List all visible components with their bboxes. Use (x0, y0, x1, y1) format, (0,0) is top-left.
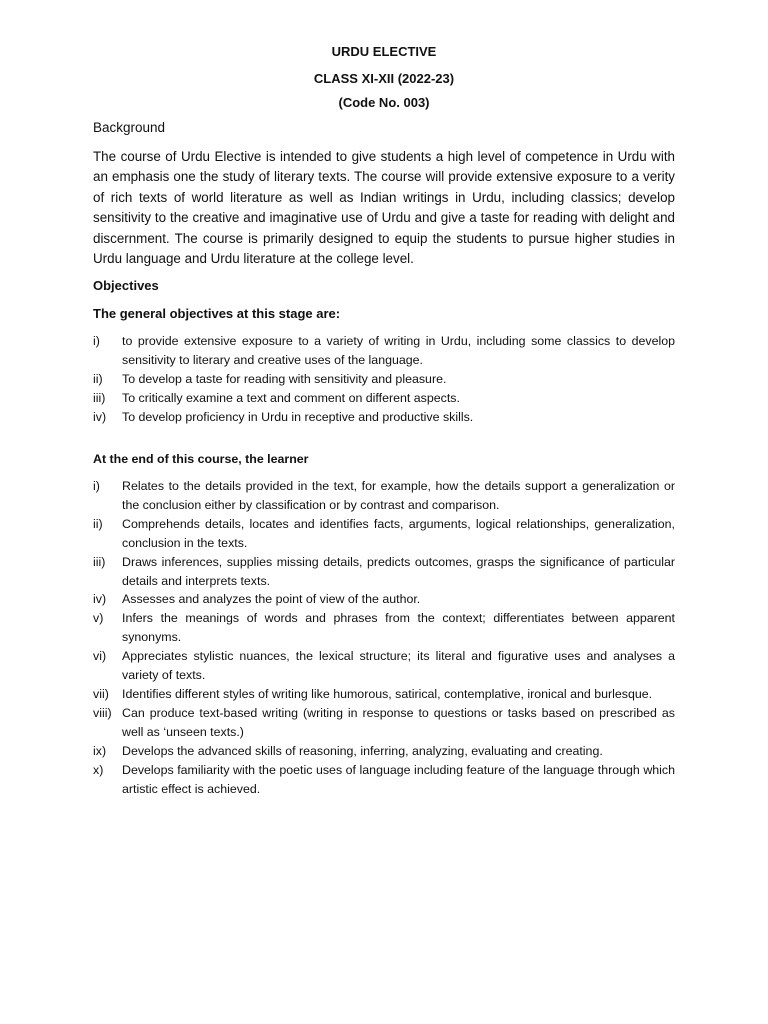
list-item-text: To critically examine a text and comment on different aspects. (122, 390, 460, 405)
list-item (93, 477, 675, 515)
learner-outcomes-heading: At the end of this course, the learner (93, 452, 309, 466)
list-item (93, 408, 675, 427)
list-item-number: viii) (93, 705, 112, 720)
list-item-text: Draws inferences, supplies missing details, predicts outcomes, grasps the significance of particular details and interprets texts. (122, 554, 675, 588)
list-item (93, 332, 675, 370)
outcomes-list (93, 477, 675, 798)
objectives-list (93, 332, 675, 427)
code-title: (Code No. 003) (338, 95, 430, 110)
list-item-text: Can produce text-based writing (writing in response to questions or tasks based on prescribed as well as ‘unseen texts.) (122, 705, 675, 739)
general-objectives-heading: The general objectives at this stage are: (93, 306, 341, 321)
list-item (93, 515, 675, 553)
list-item (93, 704, 675, 742)
list-item (93, 647, 675, 685)
list-item (93, 609, 675, 647)
list-item-text: Develops the advanced skills of reasoning, inferring, analyzing, evaluating and creating. (122, 743, 603, 758)
objectives-heading: Objectives (93, 278, 159, 293)
list-item-text: Relates to the details provided in the text, for example, how the details support a generalization or the conclusion either by classification or by contrast and comparison. (122, 479, 675, 512)
subject-title: URDU ELECTIVE (331, 44, 437, 59)
list-item-number: iv) (93, 409, 107, 424)
list-item-text: Develops familiarity with the poetic uses of language including feature of the language through which artistic effect is achieved. (122, 762, 675, 796)
class-title: CLASS XI-XII (2022-23) (313, 71, 455, 86)
list-item-text: Identifies different styles of writing like humorous, satirical, contemplative, ironical and burlesque. (122, 686, 653, 701)
list-item-number: ii) (93, 516, 103, 531)
list-item-number: iii) (93, 390, 106, 405)
list-item-text: Infers the meanings of words and phrases from the context; differentiates between apparent synonyms. (122, 611, 675, 645)
list-item-number: vii) (93, 686, 109, 701)
list-item-text: Assesses and analyzes the point of view of the author. (122, 592, 421, 607)
list-item-text: Comprehends details, locates and identifies facts, arguments, logical relationships, generalization, conclusion in the texts. (122, 516, 675, 550)
list-item-text: To develop a taste for reading with sensitivity and pleasure. (122, 371, 447, 386)
background-paragraph: The course of Urdu Elective is intended to give students a high level of competence in Urdu with an emphasis one the study of literary texts. The course will provide extensive exposure to a verity of rich texts of world literature as well as Indian writings in Urdu, including classics; develop sensitivity to the creative and imaginative use of Urdu and give a taste for reading with delight and discernment. The course is primarily designed to equip the students to pursue higher studies in Urdu language and Urdu literature at the college level. (93, 149, 675, 267)
list-item-number: ix) (93, 743, 107, 758)
list-item-number: x) (93, 762, 104, 777)
list-item (93, 761, 675, 799)
list-item-number: iii) (93, 554, 106, 569)
list-item-text: to provide extensive exposure to a variety of writing in Urdu, including some classics to develop sensitivity to literary and creative uses of the language. (122, 334, 675, 367)
list-item-number: vi) (93, 649, 107, 664)
list-item (93, 685, 675, 704)
list-item (93, 389, 675, 408)
list-item-number: i) (93, 479, 100, 493)
list-item (93, 742, 675, 761)
list-item-number: ii) (93, 371, 103, 386)
list-item-number: i) (93, 334, 100, 348)
list-item-number: iv) (93, 592, 107, 607)
list-item (93, 370, 675, 389)
list-item-text: Appreciates stylistic nuances, the lexical structure; its literal and figurative uses and analyses a variety of texts. (122, 649, 675, 683)
list-item (93, 553, 675, 591)
list-item-text: To develop proficiency in Urdu in receptive and productive skills. (122, 409, 474, 424)
background-heading: Background (93, 120, 166, 135)
list-item (93, 590, 675, 609)
list-item-number: v) (93, 611, 104, 626)
